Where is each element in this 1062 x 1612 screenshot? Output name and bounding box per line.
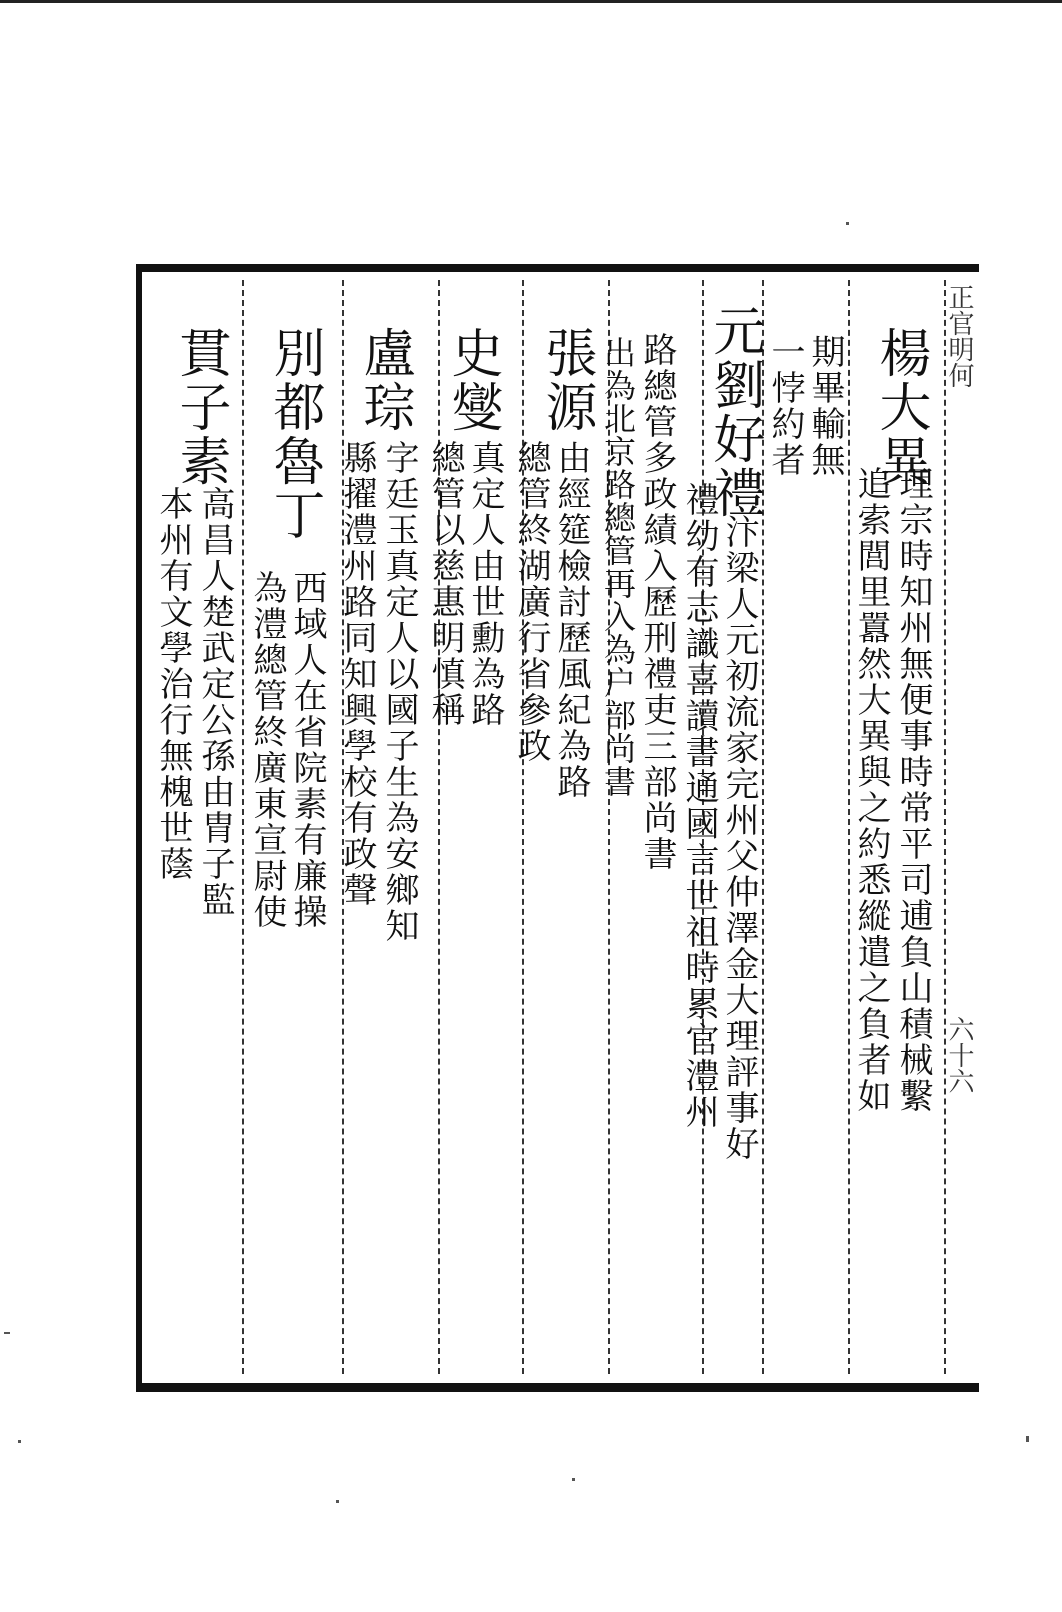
scan-speck [572, 1478, 575, 1481]
entry-line: 西域人在省院素有廉操 [287, 570, 327, 930]
entry-line: 本州有文學治行無槐世蔭 [153, 486, 193, 882]
scan-speck [336, 1500, 339, 1503]
entry-name: 貫子素 [170, 326, 230, 488]
entry-line: 期畢輸無 [805, 334, 845, 478]
entry-name: 盧琮 [354, 326, 414, 434]
entry-line: 真定人由世勳為路 [465, 440, 505, 728]
entry-name: 張源 [536, 326, 596, 434]
entry-shi-xie [424, 264, 510, 1392]
entry-line: 總管以慈惠明慎稱 [425, 440, 465, 728]
entry-line: 出為北京路總管再入為户部尚書 [599, 336, 637, 798]
entry-line: 總管終湖廣行省參政 [511, 440, 551, 764]
scan-speck [1026, 1436, 1029, 1442]
entry-name: 史燮 [442, 326, 502, 434]
entry-line: 追索閭里囂然大異與之約悉縱遣之負者如 [851, 466, 891, 1114]
entry-continuation [762, 264, 848, 1392]
entry-name: 別都魯丁 [264, 326, 324, 542]
entry-guan-zisu [150, 264, 242, 1392]
entry-line: 一悖約者 [765, 334, 805, 478]
entry-line: 禮幼有志識喜讀書通國言世祖時累官澧州 [679, 482, 719, 1130]
entry-biedu-luding [242, 264, 338, 1392]
entry-line: 理宗時知州無便事時常平司逋負山積械繫 [893, 466, 933, 1114]
entry-line: 縣擢澧州路同知興學校有政聲 [337, 440, 377, 908]
scan-top-edge [0, 0, 1062, 3]
entry-lu-cong [332, 264, 426, 1392]
entry-line: 高昌人楚武定公孫由胄子監 [195, 486, 235, 918]
entry-zhang-yuan [508, 264, 598, 1392]
scan-speck [18, 1440, 21, 1443]
entry-liu-haoli [592, 264, 762, 1392]
entry-yang-dayi [848, 264, 944, 1392]
folio-number: 六十六 [944, 1016, 974, 1094]
scan-speck [4, 1332, 10, 1334]
entry-name: 元劉好禮 [704, 304, 764, 520]
running-title: 正官明何 [944, 284, 974, 388]
scan-speck [846, 222, 849, 225]
entry-name: 楊大異 [870, 326, 930, 488]
document-page [136, 264, 979, 1392]
entry-line: 汴梁人元初流家完州父仲澤金大理評事好 [719, 514, 759, 1162]
entry-line: 路總管多政績入歷刑禮吏三部尚書 [637, 332, 677, 872]
page-edge-strip [944, 276, 974, 1376]
entry-line: 字廷玉真定人以國子生為安鄉知 [379, 440, 419, 944]
entry-line: 由經筵檢討歷風紀為路 [551, 440, 591, 800]
entry-line: 為澧總管終廣東宣尉使 [247, 570, 287, 930]
